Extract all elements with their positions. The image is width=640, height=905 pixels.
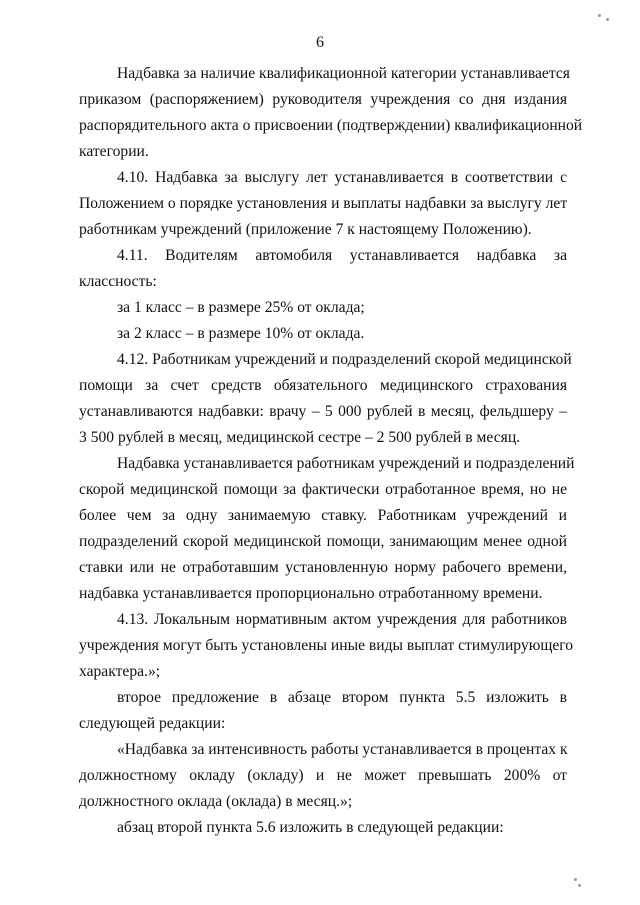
text-line: надбавка устанавливается пропорционально отработанному времени. xyxy=(79,585,543,602)
text-line: за 1 класс – в размере 25% от оклада; xyxy=(117,299,365,316)
text-line: характера.»; xyxy=(79,663,161,680)
text-line: категории. xyxy=(79,143,149,160)
text-line: должностного оклада (оклада) в месяц.»; xyxy=(79,793,353,810)
text-line: приказом (распоряжением) руководителя учреждения со дня издания xyxy=(79,91,567,108)
scan-speck xyxy=(606,18,609,21)
text-line: помощи за счет средств обязательного медицинского страхования xyxy=(79,377,567,394)
text-line: Надбавка за наличие квалификационной категории устанавливается xyxy=(117,65,570,82)
text-line: 4.12. Работникам учреждений и подразделений скорой медицинской xyxy=(117,351,572,368)
scan-speck xyxy=(578,884,581,887)
scan-speck xyxy=(574,878,577,881)
text-line: Положением о порядке установления и выплаты надбавки за выслугу лет xyxy=(79,195,568,212)
text-line: за 2 класс – в размере 10% от оклада. xyxy=(117,325,365,342)
text-line: «Надбавка за интенсивность работы устанавливается в процентах к xyxy=(117,741,568,758)
text-line: 3 500 рублей в месяц, медицинской сестре – 2 500 рублей в месяц. xyxy=(79,429,521,446)
text-line: учреждения могут быть установлены иные виды выплат стимулирующего xyxy=(79,637,574,654)
text-line: подразделений скорой медицинской помощи, занимающим менее одной xyxy=(79,533,567,550)
text-line: работникам учреждений (приложение 7 к настоящему Положению). xyxy=(79,221,532,238)
text-line: классность: xyxy=(79,273,157,290)
scan-speck xyxy=(598,14,601,17)
page-number: 6 xyxy=(316,34,324,51)
text-line: второе предложение в абзаце втором пункта 5.5 изложить в xyxy=(117,689,567,706)
text-line: устанавливаются надбавки: врачу – 5 000 рублей в месяц, фельдшеру – xyxy=(79,403,567,420)
text-line: 4.10. Надбавка за выслугу лет устанавливается в соответствии с xyxy=(117,169,567,186)
text-line: должностному окладу (окладу) и не может превышать 200% от xyxy=(79,767,567,784)
text-line: 4.13. Локальным нормативным актом учреждения для работников xyxy=(117,611,567,628)
text-line: распорядительного акта о присвоении (подтверждении) квалификационной xyxy=(79,117,583,134)
text-line: Надбавка устанавливается работникам учреждений и подразделений xyxy=(117,455,575,472)
text-line: следующей редакции: xyxy=(79,715,226,732)
document-body xyxy=(79,61,583,841)
text-line: ставки или не отработавшим установленную норму рабочего времени, xyxy=(79,559,567,576)
text-line: абзац второй пункта 5.6 изложить в следующей редакции: xyxy=(117,819,504,836)
text-line: более чем за одну занимаемую ставку. Работникам учреждений и xyxy=(79,507,567,524)
text-line: скорой медицинской помощи за фактически отработанное время, но не xyxy=(79,481,567,498)
text-line: 4.11. Водителям автомобиля устанавливается надбавка за xyxy=(117,247,567,264)
